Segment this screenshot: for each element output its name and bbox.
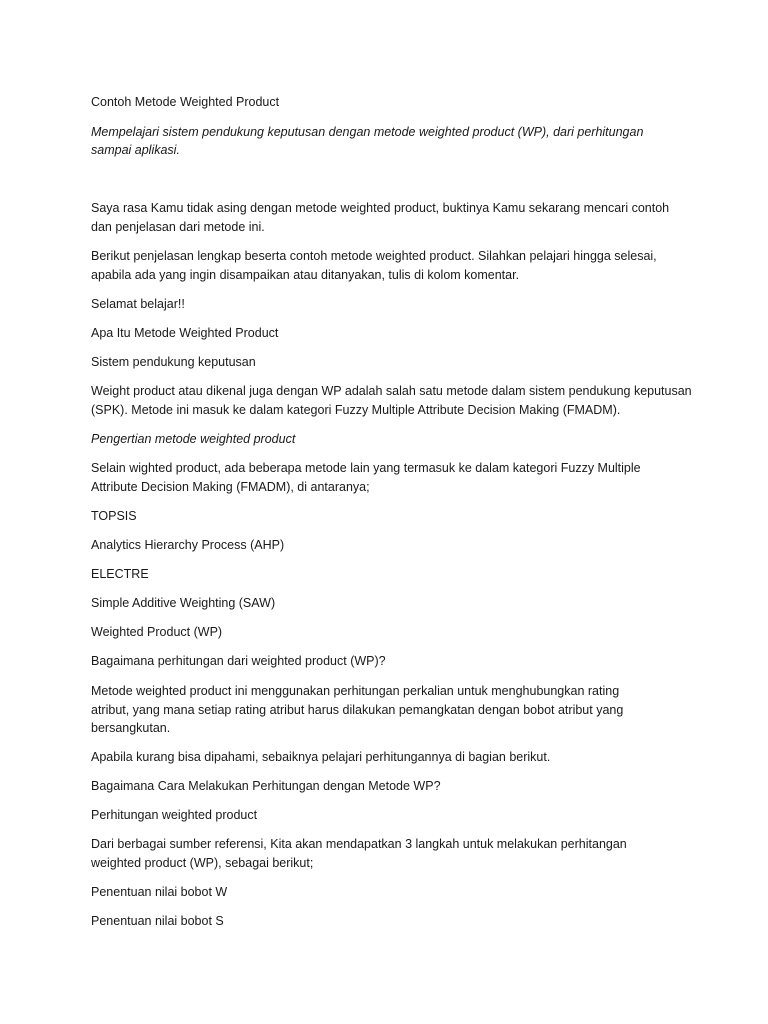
heading-what: Apa Itu Metode Weighted Product <box>91 326 279 340</box>
heading-perhitungan: Perhitungan weighted product <box>91 808 258 822</box>
step-item: Penentuan nilai bobot W <box>91 885 228 899</box>
calc-line-2: atribut, yang mana setiap rating atribut harus dilakukan pemangkatan dengan bobot atribut yang <box>91 703 624 717</box>
wp-def-line-1: Weight product atau dikenal juga dengan WP adalah salah satu metode dalam sistem pendukung keputusan <box>91 384 692 398</box>
explain-line-2: apabila ada yang ingin disampaikan atau ditanyakan, tulis di kolom komentar. <box>91 268 520 282</box>
image-caption: Pengertian metode weighted product <box>91 432 296 446</box>
method-item: TOPSIS <box>91 509 137 523</box>
calc-line-3: bersangkutan. <box>91 721 171 735</box>
subtitle-line-1: Mempelajari sistem pendukung keputusan dengan metode weighted product (WP), dari perhitungan <box>91 125 644 139</box>
method-item: Weighted Product (WP) <box>91 625 223 639</box>
method-item: Simple Additive Weighting (SAW) <box>91 596 276 610</box>
heading-calc: Bagaimana perhitungan dari weighted product (WP)? <box>91 654 386 668</box>
intro-line-2: dan penjelasan dari metode ini. <box>91 220 265 234</box>
calc-line-1: Metode weighted product ini menggunakan perhitungan perkalian untuk menghubungkan rating <box>91 684 620 698</box>
steps-intro-line-1: Dari berbagai sumber referensi, Kita akan mendapatkan 3 langkah untuk melakukan perhitangan <box>91 837 627 851</box>
intro-line-1: Saya rasa Kamu tidak asing dengan metode weighted product, buktinya Kamu sekarang mencari contoh <box>91 201 670 215</box>
wp-def-line-2: (SPK). Metode ini masuk ke dalam kategori Fuzzy Multiple Attribute Decision Making (FMADM). <box>91 403 621 417</box>
document-title: Contoh Metode Weighted Product <box>91 95 280 109</box>
subtitle-line-2: sampai aplikasi. <box>91 143 180 157</box>
other-methods-line-2: Attribute Decision Making (FMADM), di antaranya; <box>91 480 370 494</box>
step-item: Penentuan nilai bobot S <box>91 914 224 928</box>
greeting: Selamat belajar!! <box>91 297 185 311</box>
heading-how: Bagaimana Cara Melakukan Perhitungan dengan Metode WP? <box>91 779 441 793</box>
method-item: Analytics Hierarchy Process (AHP) <box>91 538 285 552</box>
steps-intro-line-2: weighted product (WP), sebagai berikut; <box>91 856 314 870</box>
heading-spk: Sistem pendukung keputusan <box>91 355 256 369</box>
method-item: ELECTRE <box>91 567 149 581</box>
explain-line-1: Berikut penjelasan lengkap beserta contoh metode weighted product. Silahkan pelajari hingga selesai, <box>91 249 657 263</box>
hint-text: Apabila kurang bisa dipahami, sebaiknya pelajari perhitungannya di bagian berikut. <box>91 750 551 764</box>
other-methods-line-1: Selain wighted product, ada beberapa metode lain yang termasuk ke dalam kategori Fuzzy Multiple <box>91 461 641 475</box>
